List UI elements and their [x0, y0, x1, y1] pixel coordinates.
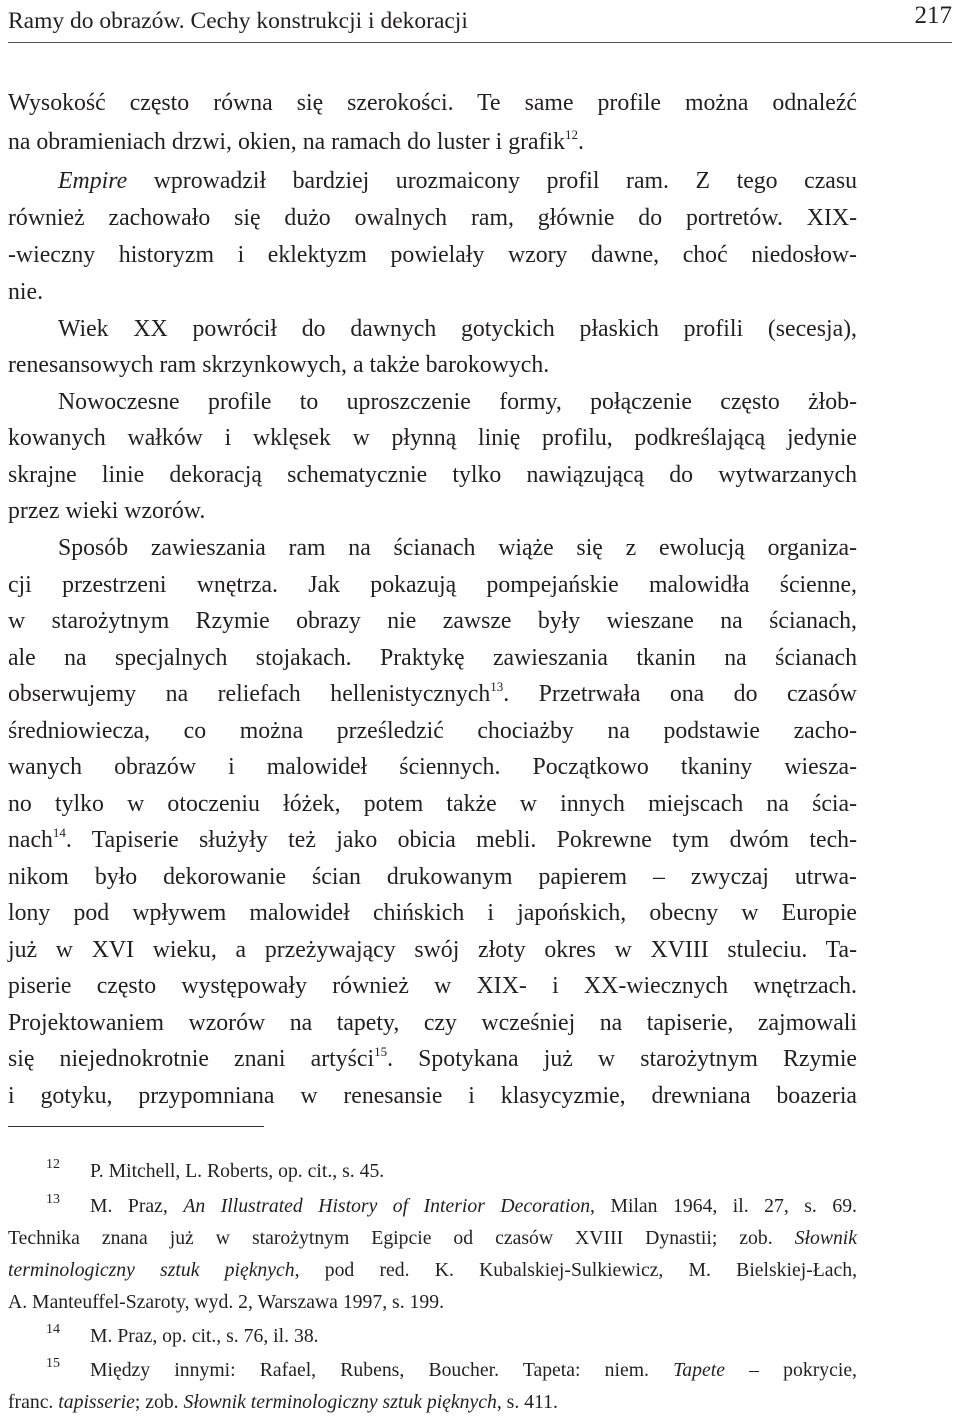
text-line: nie. [8, 279, 44, 305]
text-line: przez wieki wzorów. [8, 498, 206, 524]
footnote-15: 15 Między innymi: Rafael, Rubens, Boucher. Tapeta: niem. Tapete – pokrycie, [8, 1357, 857, 1383]
text-line: Wiek XX powrócił do dawnych gotyckich płaskich profili (secesja), [58, 316, 857, 342]
text-line: Empire wprowadził bardziej urozmaicony profil ram. Z tego czasu [58, 168, 857, 194]
footnote-number: 13 [46, 1192, 60, 1207]
text-line: i gotyku, przypomniana w renesansie i klasycyzmie, drewniana boazeria [8, 1083, 857, 1109]
footnote-13: 13 M. Praz, An Illustrated History of Interior Decoration, Milan 1964, il. 27, s. 69. [8, 1193, 857, 1219]
footnote-number: 15 [46, 1356, 60, 1371]
running-title: Ramy do obrazów. Cechy konstrukcji i dekoracji [8, 8, 468, 34]
text-line: ale na specjalnych stojakach. Praktykę zawieszania tkanin na ścianach [8, 645, 857, 671]
footnote-12: 12 P. Mitchell, L. Roberts, op. cit., s. 45. [8, 1158, 857, 1184]
text-line: Wysokość często równa się szerokości. Te same profile można odnaleźć [8, 90, 857, 116]
footnote-number: 12 [46, 1157, 60, 1172]
text-line: Sposób zawieszania ram na ścianach wiąże się z ewolucją organiza- [58, 535, 857, 561]
text-line: nikom było dekorowanie ścian drukowanym papierem – zwyczaj utrwa- [8, 864, 857, 890]
footnote-ref-13[interactable]: 13 [490, 679, 504, 694]
text-line: renesansowych ram skrzynkowych, a także barokowych. [8, 352, 550, 378]
text-line: obserwujemy na reliefach hellenistycznych$^{13}$. Przetrwała ona do czasów [8, 679, 857, 707]
text-line: no tylko w otoczeniu łóżek, potem także w innych miejscach na ścia- [8, 791, 857, 817]
text-line: średniowiecza, co można prześledzić chociażby na podstawie zacho- [8, 718, 857, 744]
text-line: kowanych wałków i wklęsek w płynną linię profilu, podkreślającą jedynie [8, 425, 857, 451]
footnote-13-cont: Technika znana już w starożytnym Egipcie od czasów XVIII Dynastii; zob. Słownik [8, 1227, 857, 1249]
footnote-number: 14 [46, 1322, 60, 1337]
footnote-ref-15[interactable]: 15 [374, 1044, 388, 1059]
text-line: lony pod wpływem malowideł chińskich i japońskich, obecny w Europie [8, 900, 857, 926]
footnote-13-cont: terminologiczny sztuk pięknych, pod red. K. Kubalskiej-Sulkiewicz, M. Bielskiej-Łach, [8, 1259, 858, 1281]
footnote-separator [8, 1126, 264, 1127]
text-line: Nowoczesne profile to uproszczenie formy, połączenie często żłob- [58, 389, 857, 415]
header-rule [8, 42, 952, 43]
text-line: na obramieniach drzwi, okien, na ramach do luster i grafik$^{12}$. [8, 127, 584, 155]
footnote-14: 14 M. Praz, op. cit., s. 76, il. 38. [8, 1323, 857, 1349]
page-number: 217 [914, 2, 952, 29]
footnote-13-cont: A. Manteuffel-Szaroty, wyd. 2, Warszawa 1997, s. 199. [8, 1291, 444, 1313]
text-line: wanych obrazów i malowideł ściennych. Początkowo tkaniny wiesza- [8, 754, 857, 780]
text-line: -wieczny historyzm i eklektyzm powielały wzory dawne, choć niedosłow- [8, 242, 857, 268]
footnote-ref-12[interactable]: 12 [565, 127, 579, 142]
text-line: się niejednokrotnie znani artyści$^{15}$. Spotykana już w starożytnym Rzymie [8, 1044, 857, 1072]
running-head [8, 0, 952, 44]
text-line: już w XVI wieku, a przeżywający swój złoty okres w XVIII stuleciu. Ta- [8, 937, 857, 963]
footnote-ref-14[interactable]: 14 [52, 825, 66, 840]
text-line: Projektowaniem wzorów na tapety, czy wcześniej na tapiserie, zajmowali [8, 1010, 857, 1036]
text-line: skrajne linie dekoracją schematycznie tylko nawiązującą do wytwarzanych [8, 462, 857, 488]
text-line: również zachowało się dużo owalnych ram, głównie do portretów. XIX- [8, 205, 857, 231]
footnote-15-cont: franc. tapisserie; zob. Słownik terminologiczny sztuk pięknych, s. 411. [8, 1391, 558, 1413]
text-line: nach$^{14}$. Tapiserie służyły też jako obicia mebli. Pokrewne tym dwóm tech- [8, 825, 857, 853]
text-line: cji przestrzeni wnętrza. Jak pokazują pompejańskie malowidła ścienne, [8, 572, 857, 598]
text-line: w starożytnym Rzymie obrazy nie zawsze były wieszane na ścianach, [8, 608, 857, 634]
text-line: piserie często występowały również w XIX- i XX-wiecznych wnętrzach. [8, 973, 857, 999]
